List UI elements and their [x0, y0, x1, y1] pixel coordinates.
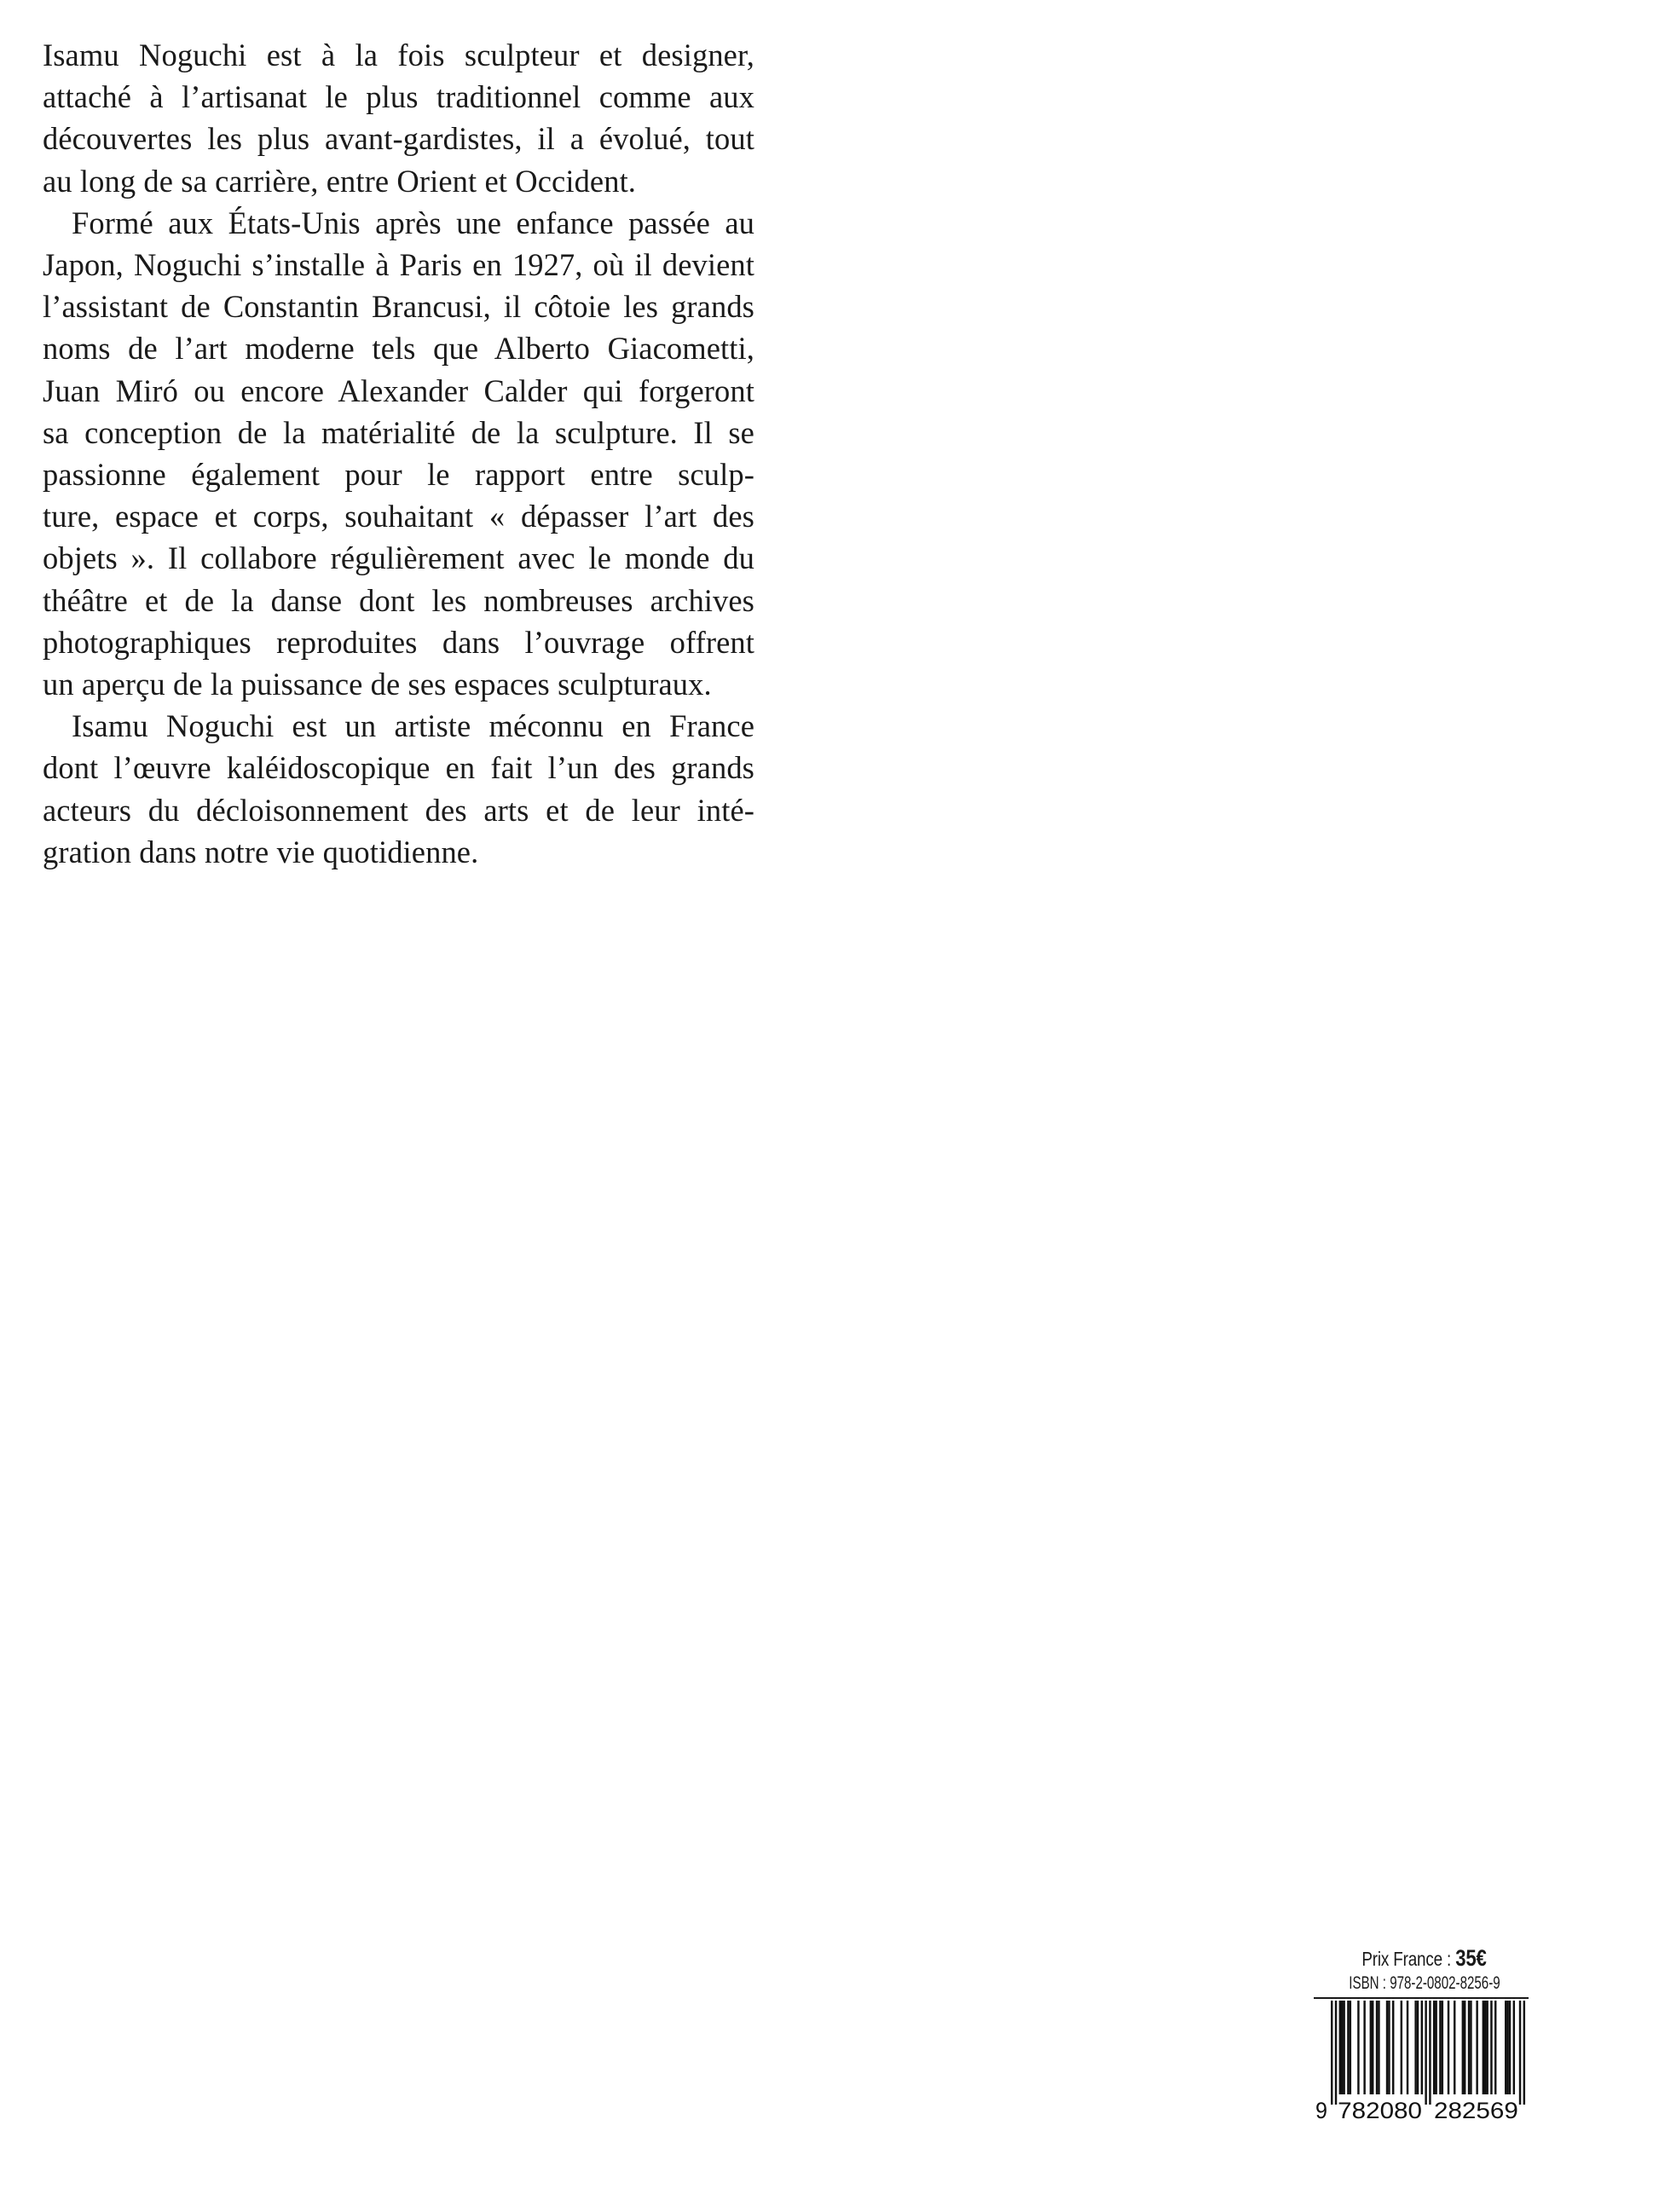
- text-line: Formé aux États-Unis après une enfance passée au: [72, 205, 754, 240]
- text-line: passionne également pour le rapport entre sculp-: [43, 457, 754, 493]
- barcode-bar: [1421, 2001, 1423, 2094]
- text-line: Isamu Noguchi est un artiste méconnu en France: [72, 708, 754, 744]
- barcode-bar: [1505, 2001, 1506, 2094]
- paragraph: [43, 202, 754, 705]
- text-line: sa conception de la matérialité de la sculpture. Il se: [43, 414, 754, 450]
- barcode-digits: 782080: [1338, 2098, 1422, 2121]
- text-line: Isamu Noguchi est à la fois sculpteur et designer,: [43, 38, 754, 72]
- barcode-bar: [1435, 2001, 1436, 2094]
- barcode-bar: [1378, 2001, 1379, 2094]
- barcode-bar: [1335, 2001, 1337, 2105]
- barcode-bar: [1392, 2001, 1394, 2094]
- barcode-bar: [1388, 2001, 1390, 2094]
- paragraph: [43, 705, 754, 873]
- barcode-bar: [1347, 2001, 1349, 2094]
- barcode-bar: [1433, 2001, 1435, 2094]
- barcode-bar: [1439, 2001, 1441, 2094]
- paragraph: [43, 34, 754, 202]
- barcode-bar: [1425, 2001, 1426, 2105]
- barcode-bar: [1476, 2001, 1477, 2094]
- price-prefix: Prix France :: [1361, 1948, 1456, 1970]
- barcode-bar: [1513, 2001, 1515, 2094]
- price-label: [1338, 1946, 1510, 1971]
- barcode-bar: [1454, 2001, 1455, 2094]
- text-line: Juan Miró ou encore Alexander Calder qui forgeront: [43, 373, 754, 408]
- text-line: l’assistant de Constantin Brancusi, il côtoie les grands: [43, 289, 754, 325]
- text-line: Japon, Noguchi s’installe à Paris en 1927, où il devient: [43, 247, 754, 283]
- text-line: au long de sa carrière, entre Orient et Occident.: [43, 163, 637, 199]
- price-and-isbn: [1320, 1946, 1529, 1995]
- barcode-bar: [1343, 2001, 1344, 2094]
- barcode: [1314, 1997, 1529, 2121]
- barcode-bar: [1363, 2001, 1365, 2094]
- barcode-bar: [1462, 2001, 1464, 2094]
- price-amount: 35€: [1455, 1945, 1487, 1971]
- text-line: attaché à l’artisanat le plus traditionnel comme aux: [43, 79, 754, 115]
- text-line: dont l’œuvre kaléidoscopique en fait l’un des grands: [43, 750, 754, 786]
- barcode-frame: [1314, 1997, 1529, 1999]
- text-line: noms de l’art moderne tels que Alberto Giacometti,: [43, 331, 754, 367]
- barcode-bar: [1357, 2001, 1359, 2094]
- barcode-bar: [1414, 2001, 1416, 2094]
- barcode-bar: [1339, 2001, 1341, 2094]
- barcode-bar: [1464, 2001, 1465, 2094]
- barcode-bar: [1468, 2001, 1470, 2094]
- text-line: objets ». Il collabore régulièrement avec le monde du: [43, 540, 754, 576]
- barcode-bar: [1523, 2001, 1525, 2105]
- barcode-bar: [1429, 2001, 1431, 2105]
- barcode-bar: [1386, 2001, 1388, 2094]
- barcode-bar: [1401, 2001, 1402, 2094]
- barcode-bar: [1486, 2001, 1488, 2094]
- barcode-bar: [1483, 2001, 1484, 2094]
- barcode-digits: 9: [1315, 2098, 1327, 2121]
- barcode-bar: [1442, 2001, 1443, 2094]
- text-line: gration dans notre vie quotidienne.: [43, 834, 479, 869]
- text-line: découvertes les plus avant-gardistes, il a évolué, tout: [43, 121, 754, 157]
- barcode-bar: [1372, 2001, 1373, 2094]
- barcode-bar: [1519, 2001, 1521, 2105]
- barcode-bar: [1341, 2001, 1343, 2094]
- back-cover-text: [43, 34, 754, 873]
- text-line: photographiques reproduites dans l’ouvrage offrent: [43, 624, 754, 660]
- barcode-bar: [1509, 2001, 1511, 2094]
- barcode-bar: [1494, 2001, 1496, 2094]
- barcode-bar: [1376, 2001, 1378, 2094]
- barcode-bar: [1331, 2001, 1332, 2105]
- text-line: acteurs du décloisonnement des arts et de leur inté-: [43, 792, 754, 828]
- barcode-bar: [1407, 2001, 1408, 2094]
- barcode-bar: [1417, 2001, 1419, 2094]
- text-line: théâtre et de la danse dont les nombreuses archives: [43, 582, 754, 618]
- text-line: un aperçu de la puissance de ses espaces sculpturaux.: [43, 667, 712, 702]
- text-line: ture, espace et corps, souhaitant « dépasser l’art des: [43, 499, 754, 534]
- barcode-digits: 282569: [1434, 2098, 1518, 2121]
- barcode-bar: [1484, 2001, 1486, 2094]
- barcode-bar: [1490, 2001, 1492, 2094]
- isbn-number: ISBN : 978-2-0802-8256-9: [1349, 1973, 1500, 1993]
- barcode-bar: [1350, 2001, 1351, 2094]
- barcode-bar: [1506, 2001, 1508, 2094]
- barcode-graphic: [1314, 1997, 1529, 2121]
- barcode-bar: [1470, 2001, 1471, 2094]
- barcode-bar: [1370, 2001, 1372, 2094]
- barcode-bar: [1448, 2001, 1449, 2094]
